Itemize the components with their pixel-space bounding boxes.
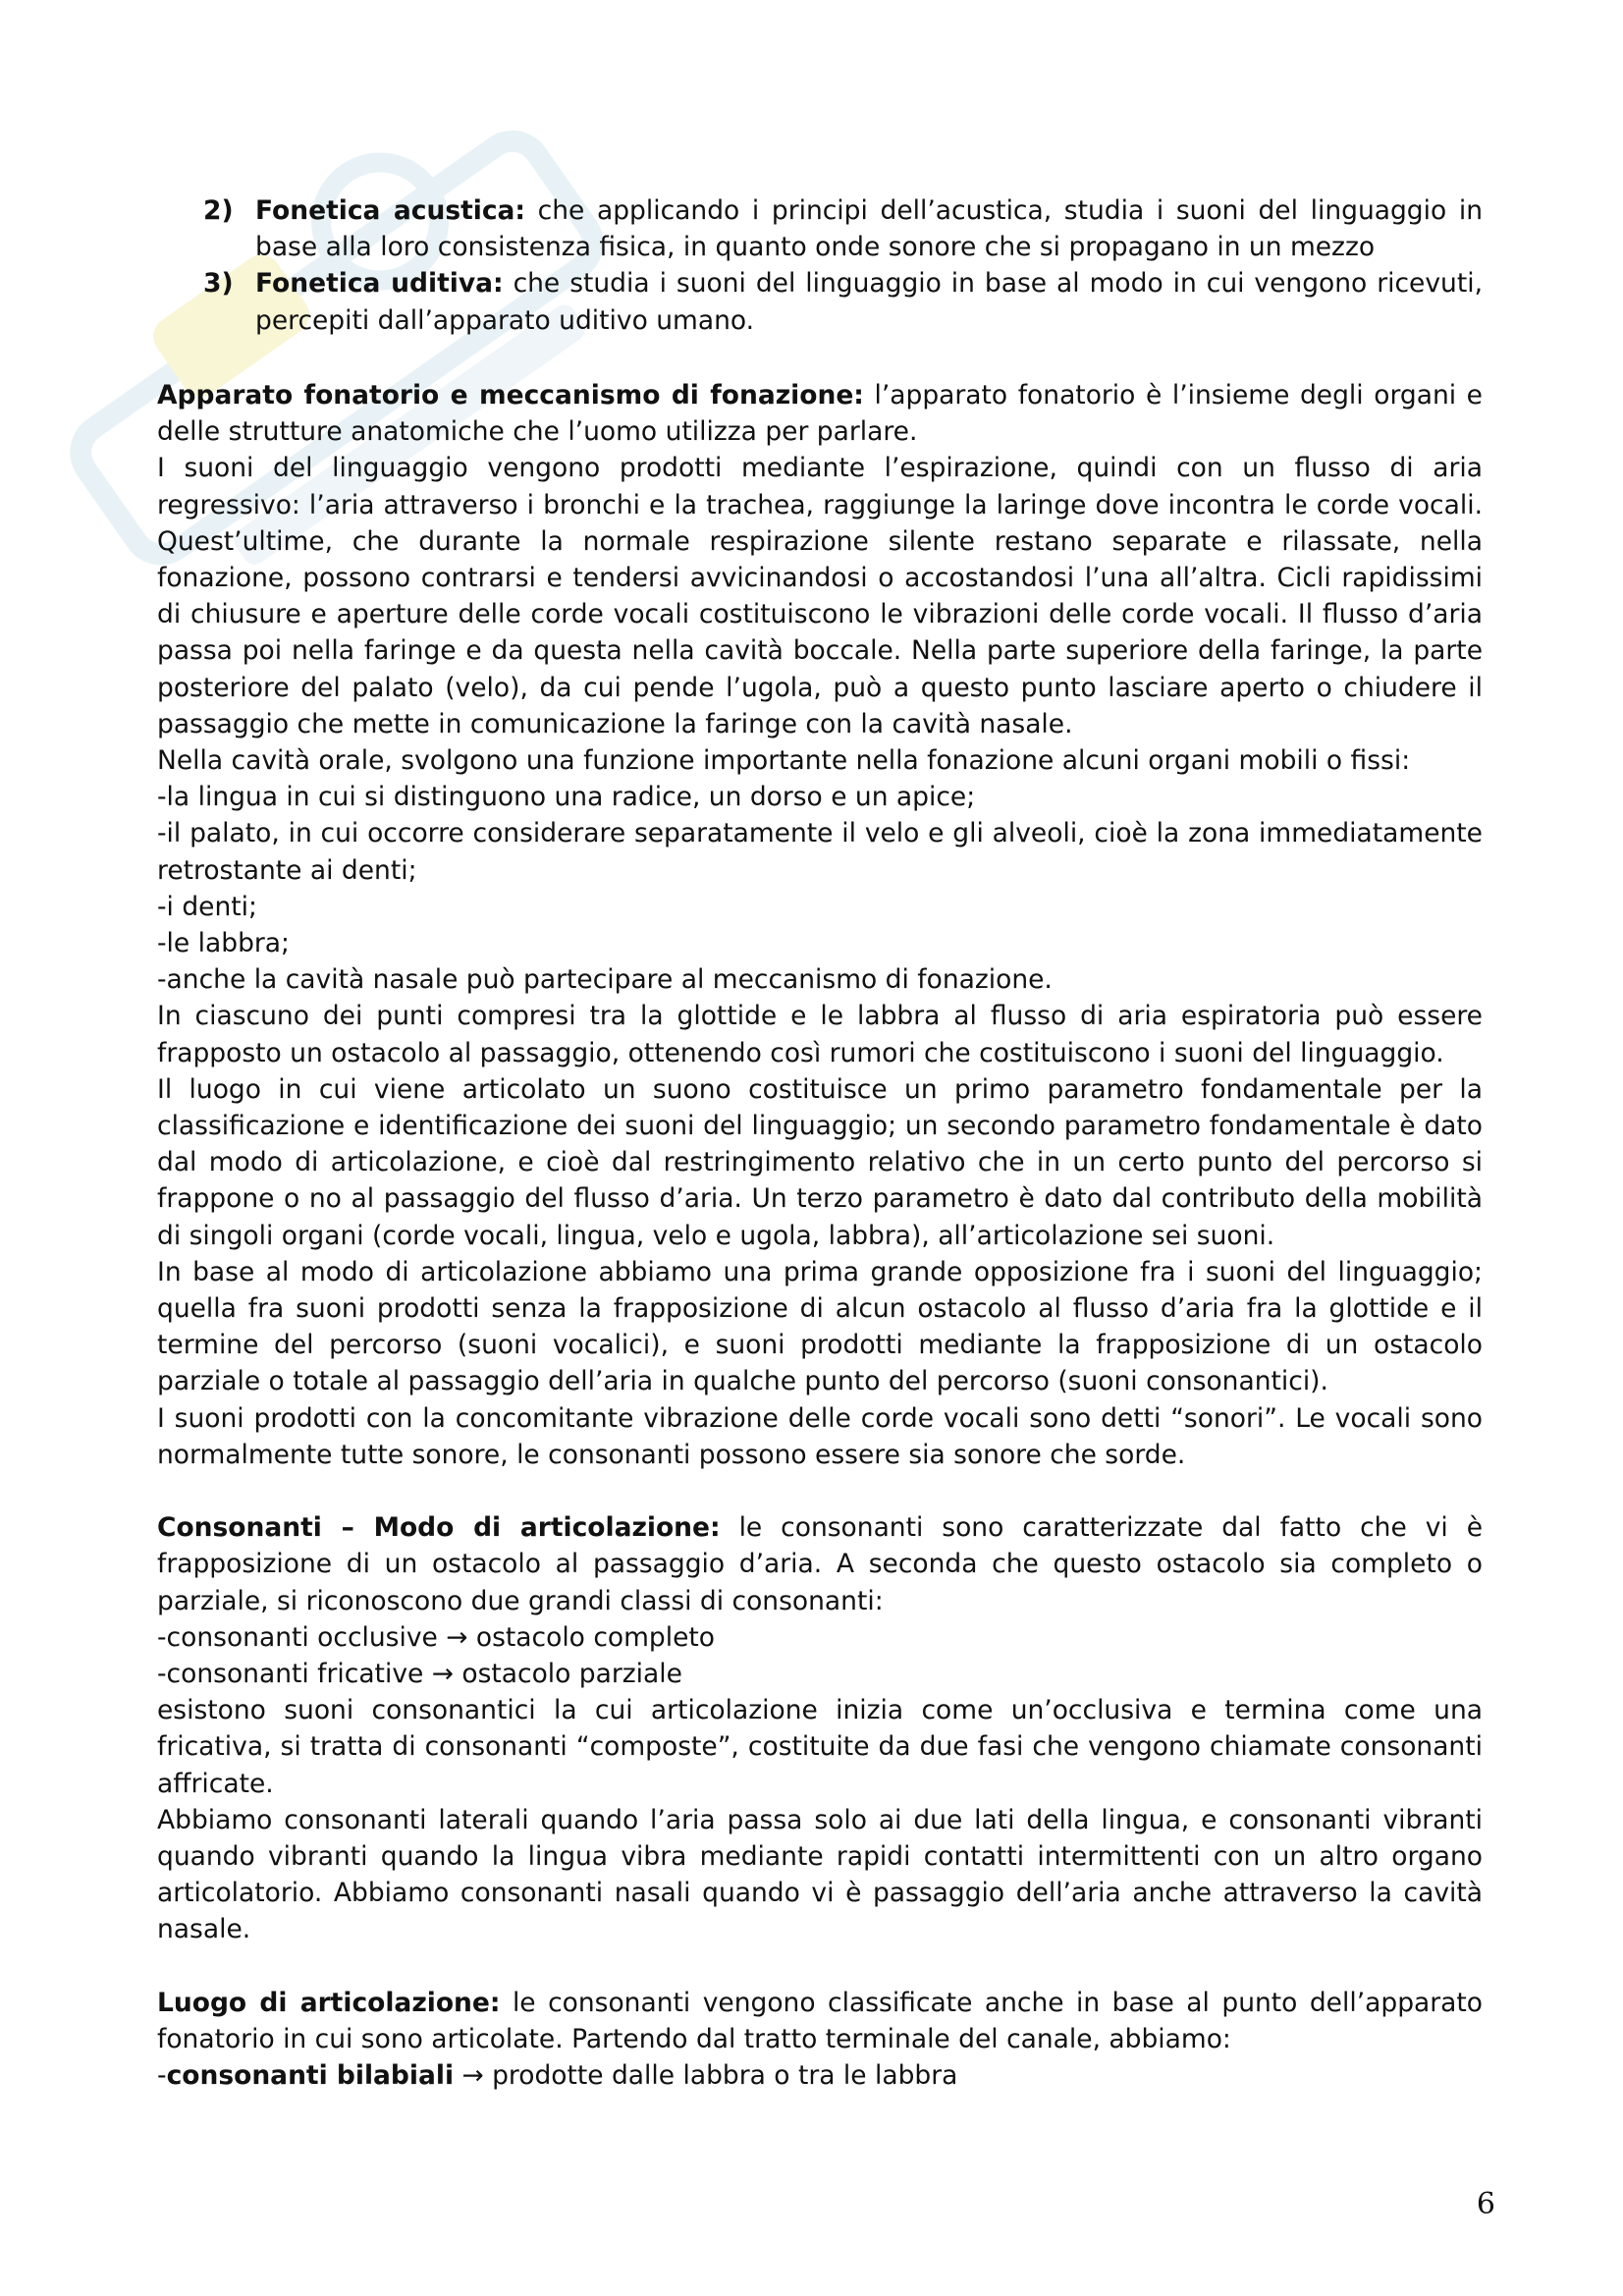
list-item bbox=[203, 265, 1483, 338]
list-text: → prodotte dalle labbra o tra le labbra bbox=[454, 2059, 958, 2091]
intro-list bbox=[203, 192, 1483, 339]
paragraph bbox=[157, 377, 1483, 450]
section-heading: Luogo di articolazione: bbox=[157, 1987, 501, 2018]
paragraph: I suoni del linguaggio vengono prodotti mediante l’espirazione, quindi con un flusso di aria regressivo: l’aria attraverso i bronchi e la trachea, raggiunge la laringe dove incontra le corde vocali. Quest’ultime, che durante la normale respirazione silente restano separate e rilassate, nella fonazione, possono contrarsi e tendersi avvicinandosi o accostandosi l’una all’altra. Cicli rapidissimi di chiusure e aperture delle corde vocali costituiscono le vibrazioni delle corde vocali. Il flusso d’aria passa poi nella faringe e da questa nella cavità boccale. Nella parte superiore della faringe, la parte posteriore del palato (velo), da cui pende l’ugola, può a questo punto lasciare aperto o chiudere il passaggio che mette in comunicazione la faringe con la cavità nasale. bbox=[157, 453, 1483, 739]
list-line: -il palato, in cui occorre considerare separatamente il velo e gli alveoli, cioè la zona immediatamente retrostante ai denti; bbox=[157, 818, 1483, 886]
list-line: -le labbra; bbox=[157, 928, 290, 959]
paragraph: Nella cavità orale, svolgono una funzione importante nella fonazione alcuni organi mobili o fissi: bbox=[157, 745, 1411, 777]
paragraph bbox=[157, 1985, 1483, 2057]
list-item bbox=[203, 192, 1483, 265]
paragraph: In ciascuno dei punti compresi tra la glottide e le labbra al flusso di aria espiratoria può essere frapposto un ostacolo al passaggio, ottenendo così rumori che costituiscono i suoni del linguaggio. bbox=[157, 1001, 1483, 1068]
paragraph bbox=[157, 1509, 1483, 1619]
page-number: 6 bbox=[1476, 2187, 1495, 2221]
list-dash: - bbox=[157, 2059, 167, 2091]
spacer bbox=[157, 1948, 1483, 1985]
list-line bbox=[157, 2057, 1483, 2094]
paragraph: Il luogo in cui viene articolato un suono costituisce un primo parametro fondamentale per la classificazione e identificazione dei suoni del linguaggio; un secondo parametro fondamentale è dato dal modo di articolazione, e cioè dal restringimento relativo che in un certo punto del percorso si frappone o no al passaggio del flusso d’aria. Un terzo parametro è dato dal contributo della mobilità di singoli organi (corde vocali, lingua, velo e ugola, labbra), all’articolazione sei suoni. bbox=[157, 1073, 1483, 1251]
paragraph-text: l’apparato fonatorio è l’insieme degli organi e delle strutture anatomiche che l’uomo utilizza per parlare. bbox=[157, 380, 1483, 448]
list-term: Fonetica acustica: bbox=[255, 195, 526, 226]
list-line: -anche la cavità nasale può partecipare al meccanismo di fonazione. bbox=[157, 964, 1053, 996]
section-heading: Apparato fonatorio e meccanismo di fonazione: bbox=[157, 380, 864, 410]
list-line: -consonanti occlusive → ostacolo completo bbox=[157, 1621, 716, 1653]
list-text: che applicando i principi dell’acustica, studia i suoni del linguaggio in base alla loro consistenza fisica, in quanto onde sonore che si propagano in un mezzo bbox=[255, 195, 1483, 263]
list-term: Fonetica uditiva: bbox=[255, 268, 504, 300]
list-number: 3) bbox=[203, 268, 234, 300]
spacer bbox=[157, 1473, 1483, 1509]
list-line: -i denti; bbox=[157, 891, 257, 922]
list-line: -la lingua in cui si distinguono una radice, un dorso e un apice; bbox=[157, 782, 976, 813]
main-content bbox=[157, 377, 1483, 2094]
paragraph: In base al modo di articolazione abbiamo una prima grande opposizione fra i suoni del linguaggio; quella fra suoni prodotti senza la frapposizione di alcun ostacolo al flusso d’aria fra la glottide e il termine del percorso (suoni vocalici), e suoni prodotti mediante la frapposizione di un ostacolo parziale o totale al passaggio dell’aria in qualche punto del percorso (suoni consonantici). bbox=[157, 1256, 1483, 1397]
list-number: 2) bbox=[203, 195, 234, 226]
paragraph: esistono suoni consonantici la cui articolazione inizia come un’occlusiva e termina come una fricativa, si tratta di consonanti “composte”, costituite da due fasi che vengono chiamate consonanti affricate. bbox=[157, 1695, 1483, 1799]
list-term: consonanti bilabiali bbox=[166, 2059, 455, 2091]
paragraph: I suoni prodotti con la concomitante vibrazione delle corde vocali sono detti “sonori”. Le vocali sono normalmente tutte sonore, le consonanti possono essere sia sonore che sorde. bbox=[157, 1402, 1483, 1470]
paragraph-text: le consonanti sono caratterizzate dal fatto che vi è frapposizione di un ostacolo al passaggio d’aria. A seconda che questo ostacolo sia completo o parziale, si riconoscono due grandi classi di consonanti: bbox=[157, 1512, 1483, 1616]
paragraph-text: le consonanti vengono classificate anche in base al punto dell’apparato fonatorio in cui sono articolate. Partendo dal tratto terminale del canale, abbiamo: bbox=[157, 1987, 1483, 2054]
list-line: -consonanti fricative → ostacolo parziale bbox=[157, 1658, 682, 1689]
list-text: che studia i suoni del linguaggio in base al modo in cui vengono ricevuti, percepiti dall’apparato uditivo umano. bbox=[255, 268, 1483, 336]
section-heading: Consonanti – Modo di articolazione: bbox=[157, 1512, 721, 1544]
paragraph: Abbiamo consonanti laterali quando l’aria passa solo ai due lati della lingua, e consonanti vibranti quando vibranti quando la lingua vibra mediante rapidi contatti intermittenti con un altro organo articolatorio. Abbiamo consonanti nasali quando vi è passaggio dell’aria anche attraverso la cavità nasale. bbox=[157, 1804, 1483, 1945]
